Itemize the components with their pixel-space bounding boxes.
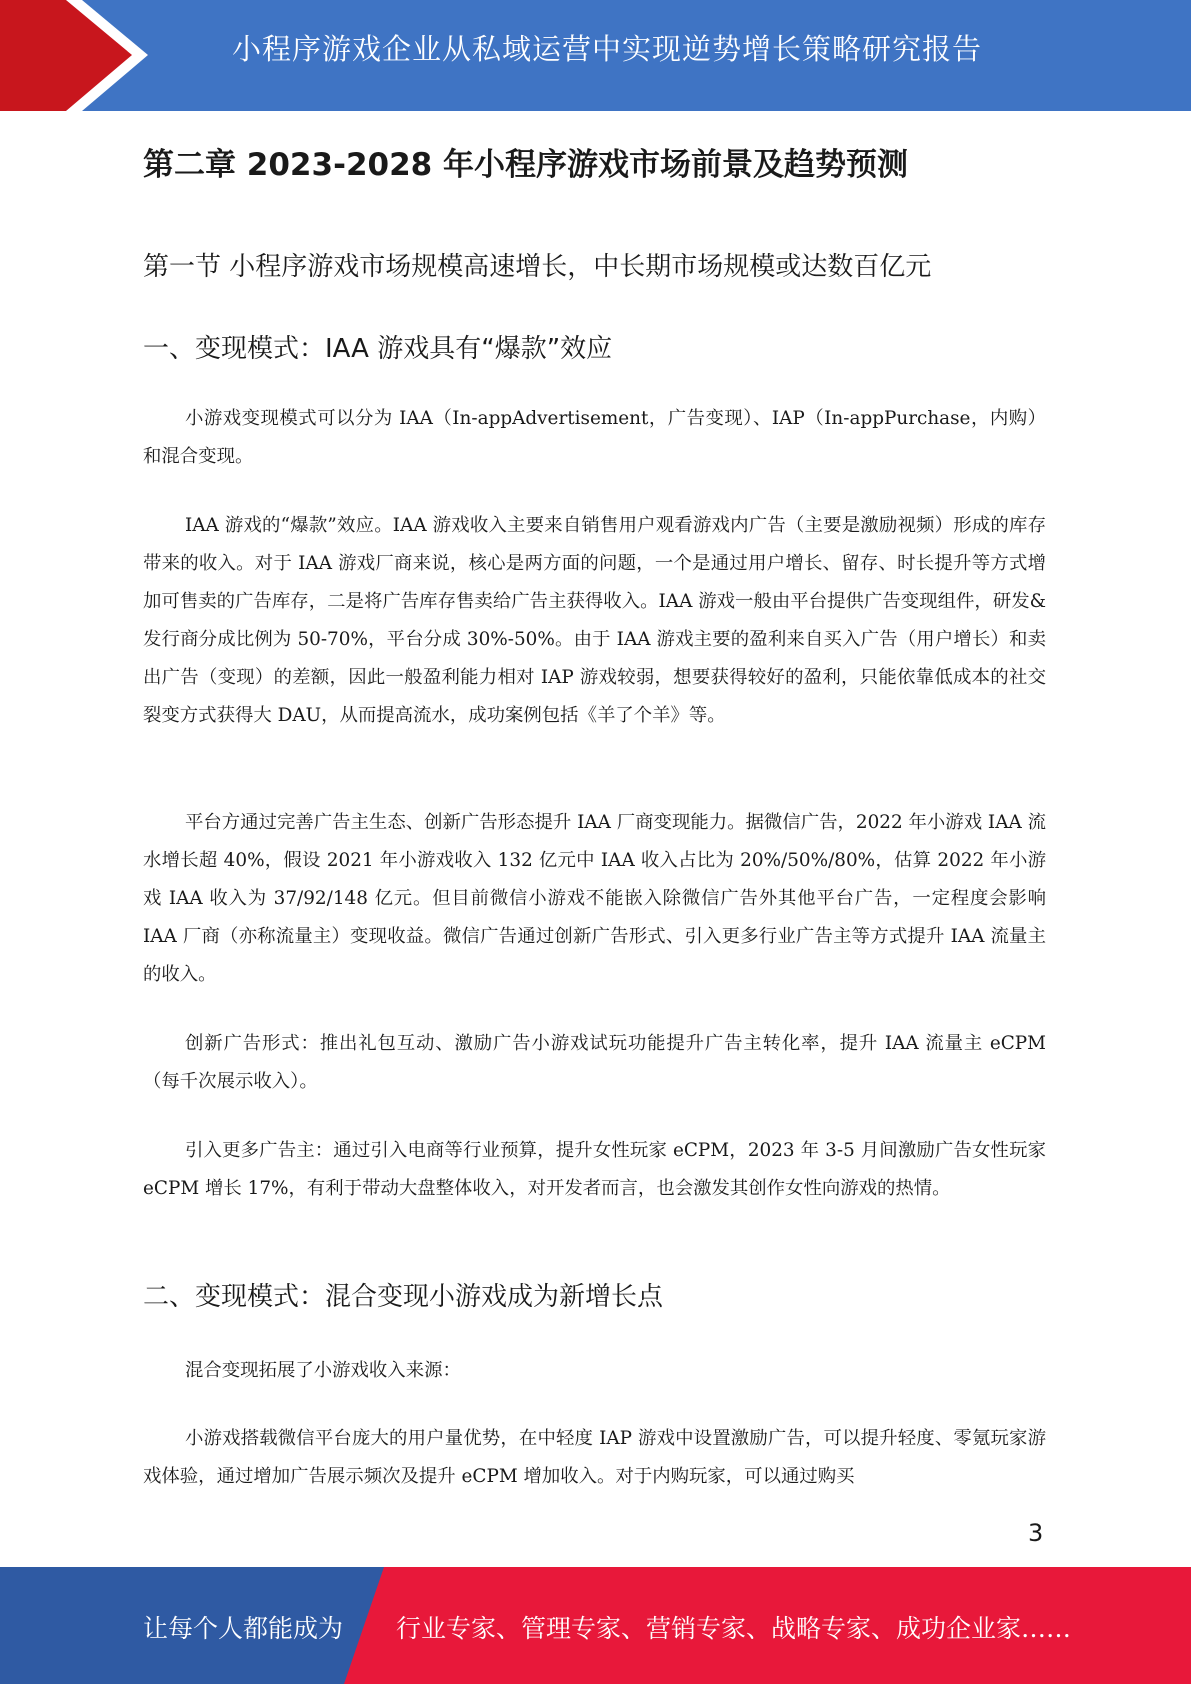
header-band bbox=[0, 0, 1191, 111]
paragraph: 小游戏搭载微信平台庞大的用户量优势，在中轻度 IAP 游戏中设置激励广告，可以提升轻度、零氪玩家游戏体验，通过增加广告展示频次及提升 eCPM 增加收入。对于内购玩家，可以通过购买 bbox=[143, 1428, 1046, 1487]
chapter-title: 第二章 2023-2028 年小程序游戏市场前景及趋势预测 bbox=[143, 147, 909, 183]
paragraph: 创新广告形式：推出礼包互动、激励广告小游戏试玩功能提升广告主转化率，提升 IAA 流量主 eCPM（每千次展示收入）。 bbox=[143, 1033, 1046, 1092]
section-title: 第一节 小程序游戏市场规模高速增长，中长期市场规模或达数百亿元 bbox=[143, 252, 932, 282]
subsection-title-2: 二、变现模式：混合变现小游戏成为新增长点 bbox=[143, 1282, 664, 1312]
paragraph: 混合变现拓展了小游戏收入来源： bbox=[185, 1360, 461, 1381]
paragraph: 平台方通过完善广告主生态、创新广告形态提升 IAA 厂商变现能力。据微信广告，2022 年小游戏 IAA 流水增长超 40%，假设 2021 年小游戏收入 132 亿元中 IAA 收入占比为 20%/50%/80%，估算 2022 年小游戏 IAA 收入为 37/92/148 亿元。但目前微信小游戏不能嵌入除微信广告外其他平台广告，一定程度会影响 IAA 厂商（亦称流量主）变现收益。微信广告通过创新广告形式、引入更多行业广告主等方式提升 IAA 流量主的收入。 bbox=[143, 812, 1046, 985]
paragraph: 引入更多广告主：通过引入电商等行业预算，提升女性玩家 eCPM，2023 年 3-5 月间激励广告女性玩家 eCPM 增长 17%，有利于带动大盘整体收入，对开发者而言，也会激发其创作女性向游戏的热情。 bbox=[143, 1140, 1046, 1199]
subsection-title-1: 一、变现模式：IAA 游戏具有“爆款”效应 bbox=[143, 334, 613, 364]
footer-band bbox=[0, 1567, 1191, 1684]
footer-slogan-right: 行业专家、管理专家、营销专家、战略专家、成功企业家…… bbox=[396, 1614, 1072, 1643]
footer-slogan-left: 让每个人都能成为 bbox=[143, 1614, 344, 1643]
paragraph: 小游戏变现模式可以分为 IAA（In-appAdvertisement，广告变现）、IAP（In-appPurchase，内购）和混合变现。 bbox=[143, 408, 1046, 467]
header-title: 小程序游戏企业从私域运营中实现逆势增长策略研究报告 bbox=[232, 32, 983, 66]
paragraph: IAA 游戏的“爆款”效应。IAA 游戏收入主要来自销售用户观看游戏内广告（主要是激励视频）形成的库存带来的收入。对于 IAA 游戏厂商来说，核心是两方面的问题，一个是通过用户增长、留存、时长提升等方式增加可售卖的广告库存，二是将广告库存售卖给广告主获得收入。IAA 游戏一般由平台提供广告变现组件，研发&发行商分成比例为 50-70%，平台分成 30%-50%。由于 IAA 游戏主要的盈利来自买入广告（用户增长）和卖出广告（变现）的差额，因此一般盈利能力相对 IAP 游戏较弱，想要获得较好的盈利，只能依靠低成本的社交裂变方式获得大 DAU，从而提高流水，成功案例包括《羊了个羊》等。 bbox=[143, 515, 1046, 726]
page-number: 3 bbox=[1028, 1519, 1044, 1547]
